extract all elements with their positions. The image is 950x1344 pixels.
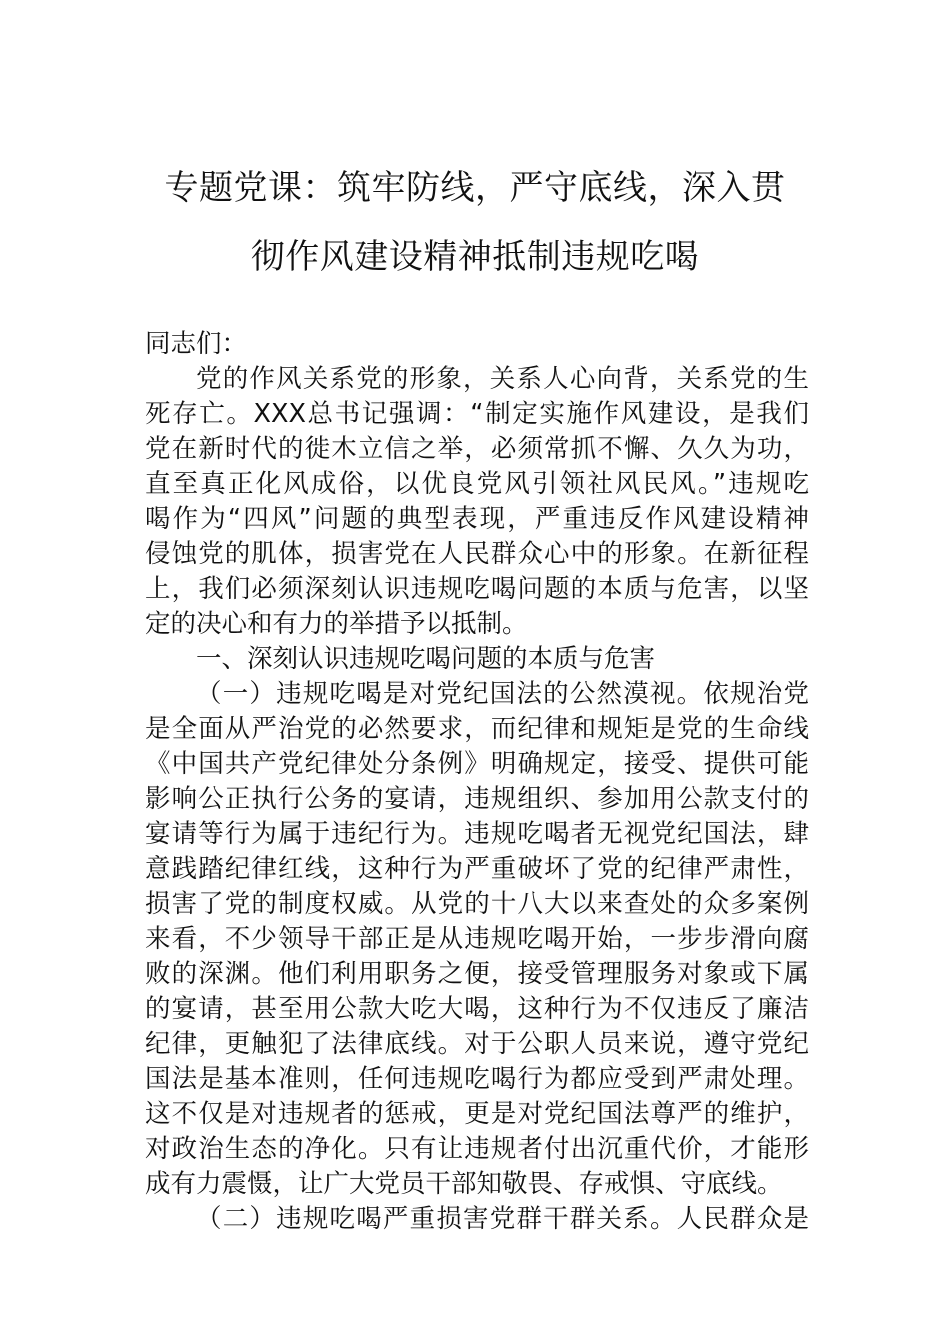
body-line: 党在新时代的徙木立信之举，必须常抓不懈、久久为功， — [145, 434, 809, 464]
body-line: 定的决心和有力的举措予以抵制。 — [145, 609, 528, 639]
body-line: 直至真正化风成俗，以优良党风引领社风民风。”违规吃 — [145, 469, 809, 499]
body-line: 成有力震慑，让广大党员干部知敬畏、存戒惧、守底线。 — [145, 1169, 783, 1199]
body-line: 宴请等行为属于违纪行为。违规吃喝者无视党纪国法，肆 — [145, 819, 809, 849]
section-heading: 一、深刻认识违规吃喝问题的本质与危害 — [196, 644, 656, 674]
body-line: 对政治生态的净化。只有让违规者付出沉重代价，才能形 — [145, 1134, 809, 1164]
body-line: 喝作为“四风”问题的典型表现，严重违反作风建设精神 — [145, 504, 809, 534]
body-line: 侵蚀党的肌体，损害党在人民群众心中的形象。在新征程 — [145, 539, 809, 569]
body-line: 意践踏纪律红线，这种行为严重破坏了党的纪律严肃性， — [145, 854, 809, 884]
subsection-heading-line: （一）违规吃喝是对党纪国法的公然漠视。依规治党 — [196, 679, 809, 709]
body-line: 《中国共产党纪律处分条例》明确规定，接受、提供可能 — [145, 749, 809, 779]
document-title-line-1: 专题党课：筑牢防线，严守底线，深入贯 — [164, 168, 786, 208]
body-line: 败的深渊。他们利用职务之便，接受管理服务对象或下属 — [145, 959, 809, 989]
body-line: 党的作风关系党的形象，关系人心向背，关系党的生 — [196, 364, 809, 394]
body-line: 国法是基本准则，任何违规吃喝行为都应受到严肃处理。 — [145, 1064, 809, 1094]
body-line: 来看，不少领导干部正是从违规吃喝开始，一步步滑向腐 — [145, 924, 809, 954]
body-line: 死存亡。XXX总书记强调：“制定实施作风建设，是我们 — [145, 399, 809, 429]
body-line: 影响公正执行公务的宴请，违规组织、参加用公款支付的 — [145, 784, 809, 814]
subsection-heading-line: （二）违规吃喝严重损害党群干群关系。人民群众是 — [196, 1204, 809, 1234]
body-line: 损害了党的制度权威。从党的十八大以来查处的众多案例 — [145, 889, 809, 919]
body-line: 是全面从严治党的必然要求，而纪律和规矩是党的生命线 — [145, 714, 809, 744]
document-title-line-2: 彻作风建设精神抵制违规吃喝 — [250, 237, 700, 277]
body-line: 上，我们必须深刻认识违规吃喝问题的本质与危害，以坚 — [145, 574, 809, 604]
body-line: 的宴请，甚至用公款大吃大喝，这种行为不仅违反了廉洁 — [145, 994, 809, 1024]
body-line: 纪律，更触犯了法律底线。对于公职人员来说，遵守党纪 — [145, 1029, 809, 1059]
greeting: 同志们： — [145, 329, 248, 359]
body-line: 这不仅是对违规者的惩戒，更是对党纪国法尊严的维护， — [145, 1099, 809, 1129]
